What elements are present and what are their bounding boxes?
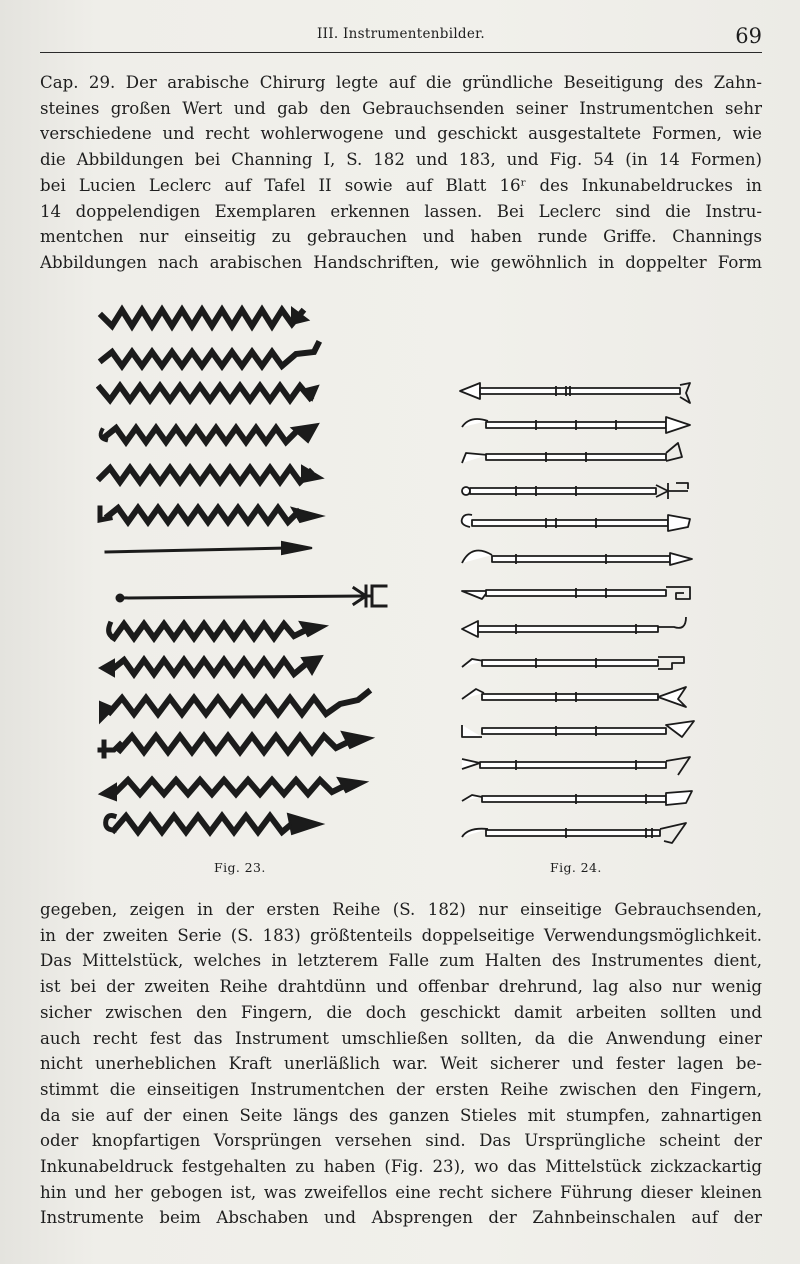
text-line: Cap. 29. Der arabische Chirurg legte auf die gründliche Beseitigung des Zahn- <box>40 73 762 92</box>
text-line: steines großen Wert und gab den Gebrauchsenden seiner Instrumentchen sehr <box>40 98 762 118</box>
text-line: nicht unerheblichen Kraft unerläßlich war. Weit sicherer und fester lagen be- <box>40 1054 762 1074</box>
double-ended-instrument <box>462 515 690 532</box>
text-line: Das Mittelstück, welches in letzterem Falle zum Halten des Instrumentes dient, <box>40 951 762 971</box>
text-line: gegeben, zeigen in der ersten Reihe (S. 182) nur einseitige Gebrauchsenden, <box>40 900 762 919</box>
instrument-tip <box>288 814 322 834</box>
figure-23-illustration <box>96 296 396 856</box>
double-ended-instrument <box>462 587 690 599</box>
zigzag-instrument <box>102 310 302 326</box>
straight-instrument <box>106 548 286 552</box>
instrument-tip <box>282 542 312 554</box>
zigzag-instrument <box>100 468 310 482</box>
double-ended-instrument <box>460 383 690 403</box>
double-ended-instrument <box>462 483 688 499</box>
double-ended-instrument <box>462 757 690 775</box>
text-line: oder knopfartigen Vorsprüngen versehen sind. Das Ursprüngliche scheint der <box>40 1131 762 1151</box>
text-line: sicher zwischen den Fingern, die doch geschickt damit arbeiten sollten und <box>40 1002 762 1022</box>
text-line: stimmt die einseitigen Instrumentchen der ersten Reihe zwischen den Fingern, <box>40 1079 762 1099</box>
text-line: die Abbildungen bei Channing I, S. 182 und 183, und Fig. 54 (in 14 Formen) <box>40 150 762 170</box>
figure-24-caption: Fig. 24. <box>550 860 602 875</box>
zigzag-instrument <box>100 386 310 400</box>
double-ended-instrument <box>462 443 682 463</box>
instrument-tip <box>302 466 322 482</box>
double-ended-instrument <box>462 617 686 637</box>
zigzag-instrument <box>114 660 306 674</box>
paragraph-1 <box>40 70 762 276</box>
instrument-tip <box>292 508 322 522</box>
zigzag-instrument <box>108 508 298 522</box>
text-line: 14 doppelendigen Exemplaren erkennen lassen. Bei Leclerc sind die Instru- <box>40 201 762 221</box>
text-line: bei Lucien Leclerc auf Tafel II sowie auf Blatt 16ʳ des Inkunabeldruckes in <box>40 175 762 195</box>
running-title: III. Instrumentenbilder. <box>316 26 486 42</box>
text-line: Instrumente beim Abschaben und Absprengen der Zahnbeinschalen auf der <box>40 1208 762 1228</box>
text-line: in der zweiten Serie (S. 183) größtenteils doppelseitige Verwendungsmöglichkeit. <box>40 925 762 945</box>
text-line: hin und her gebogen ist, was zweifellos eine recht sichere Führung dieser kleinen <box>40 1182 762 1202</box>
zigzag-instrument <box>114 816 294 832</box>
double-ended-instrument <box>462 687 686 707</box>
zigzag-instrument <box>106 428 296 442</box>
figure-23-drawing <box>96 296 396 856</box>
double-ended-instrument <box>462 721 694 737</box>
text-line: mentchen nur einseitig zu gebrauchen und haben runde Griffe. Channings <box>40 227 762 247</box>
text-line: da sie auf der einen Seite längs des ganzen Stieles mit stumpfen, zahnartigen <box>40 1105 762 1125</box>
zigzag-instrument <box>114 624 306 638</box>
paragraph-2 <box>40 897 762 1231</box>
double-ended-instrument <box>462 551 692 566</box>
double-ended-instrument <box>462 657 684 669</box>
double-ended-instrument <box>462 823 686 843</box>
zigzag-instrument <box>110 692 368 714</box>
text-line: ist bei der zweiten Reihe drahtdünn und offenbar drehrund, lag also nur wenig <box>40 977 762 997</box>
zigzag-instrument <box>102 344 318 366</box>
figure-24-drawing <box>456 375 701 850</box>
straight-instrument <box>120 596 364 598</box>
running-head <box>40 22 762 53</box>
zigzag-instrument <box>120 736 348 752</box>
double-ended-instrument <box>462 791 692 805</box>
figure-23-caption: Fig. 23. <box>214 860 266 875</box>
text-line: Abbildungen nach arabischen Handschriften, wie gewöhnlich in doppelter Form <box>40 252 762 272</box>
text-line: verschiedene und recht wohlerwogene und geschickt ausgestaltete Formen, wie <box>40 124 762 144</box>
text-line: auch recht fest das Instrument umschließen sollten, da die Anwendung einer <box>40 1028 762 1048</box>
figure-24-illustration <box>456 375 701 850</box>
text-line: Inkunabeldruck festgehalten zu haben (Fig. 23), wo das Mittelstück zickzackartig <box>40 1157 762 1177</box>
zigzag-instrument <box>116 780 344 794</box>
double-ended-instrument <box>462 417 690 433</box>
page-number: 69 <box>735 24 762 48</box>
